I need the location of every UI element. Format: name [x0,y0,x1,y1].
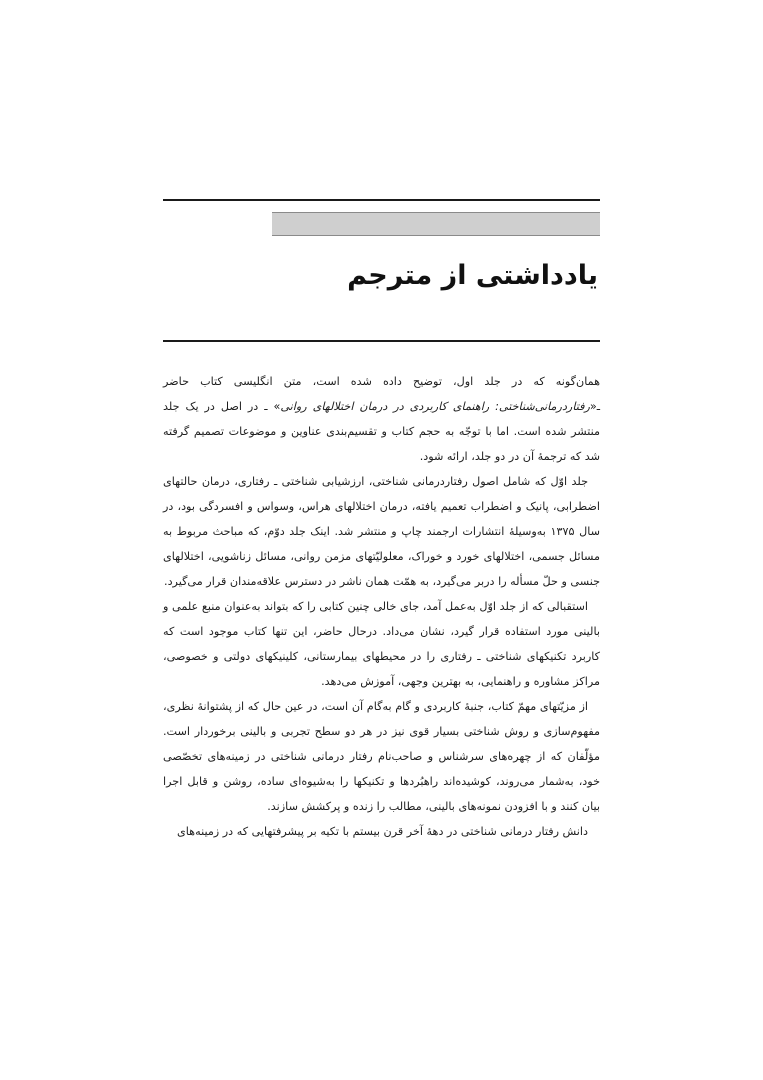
paragraph-4: از مزیّتهای مهمّ کتاب، جنبهٔ کاربردی و گام به‌گام آن است، در عین حال که از پشتوانهٔ نظری، مفهوم‌سازی و روش شناختی بسیار قوی نیز در هر دو سطح تجربی و بالینی برخوردار است. مؤلّفان که از چهره‌های سرشناس و صاحب‌نام رفتار درمانی شناختی در زمینه‌های تخصّصی خود، به‌شمار می‌روند، کوشیده‌اند راهبُردها و تکنیکها را به‌شیوه‌ای ساده، روشن و قابل اجرا بیان کنند و با افزودن نمونه‌های بالینی، مطالب را زنده و پرکشش سازند. [163,700,600,813]
book-title-italic: رفتاردرمانی‌شناختی: راهنمای کاربردی در درمان اختلالهای روانی [280,400,590,413]
paragraph-5: دانش رفتار درمانی شناختی در دههٔ آخر قرن بیستم با تکیه بر پیشرفتهایی که در زمینه‌های [177,825,588,838]
top-rule [163,199,600,201]
paragraph-2: جلد اوّل که شامل اصول رفتاردرمانی شناختی، ارزشیابی شناختی ـ رفتاری، درمان حالتهای اضطرابی، پانیک و اضطراب تعمیم یافته، درمان اختلالهای هراس، وسواس و افسردگی بود، در سال ۱۳۷۵ به‌وسیلهٔ انتشارات ارجمند چاپ و منتشر شد. اینک جلد دوّم، که مباحث مربوط به مسائل جسمی، اختلالهای خورد و خوراک، معلولیّتهای مزمن روانی، مسائل زناشویی، اختلالهای جنسی و حلّ مسأله را دربر می‌گیرد، به همّت همان ناشر در دسترس علاقه‌مندان قرار می‌گیرد. [163,475,601,588]
page-title: یادداشتی از مترجم [347,260,598,291]
paragraph-1 [163,369,600,469]
paragraph-1-text: همان‌گونه که در جلد اول، توضیح داده شده است، متن انگلیسی کتاب حاضر ـ« [163,375,600,413]
paragraph-3: استقبالی که از جلد اوّل به‌عمل آمد، جای خالی چنین کتابی را که بتواند به‌عنوان منبع علمی و بالینی مورد استفاده قرار گیرد، نشان می‌داد. درحال حاضر، این تنها کتاب موجود است که کاربرد تکنیکهای شناختی ـ رفتاری را در محیطهای بیمارستانی، کلینیکهای دولتی و خصوصی، مراکز مشاوره و راهنمایی، به بهترین وجهی، آموزش می‌دهد. [163,600,600,688]
paragraph-1-text-end: » ـ در اصل در یک جلد منتشر شده است. اما با توجّه به حجم کتاب و تقسیم‌بندی عناوین و موضوعات تصمیم گرفته شد که ترجمهٔ آن در دو جلد، ارائه شود. [163,400,600,463]
header-gray-bar [272,212,600,236]
body-text [163,369,600,844]
title-bottom-rule [163,340,600,342]
